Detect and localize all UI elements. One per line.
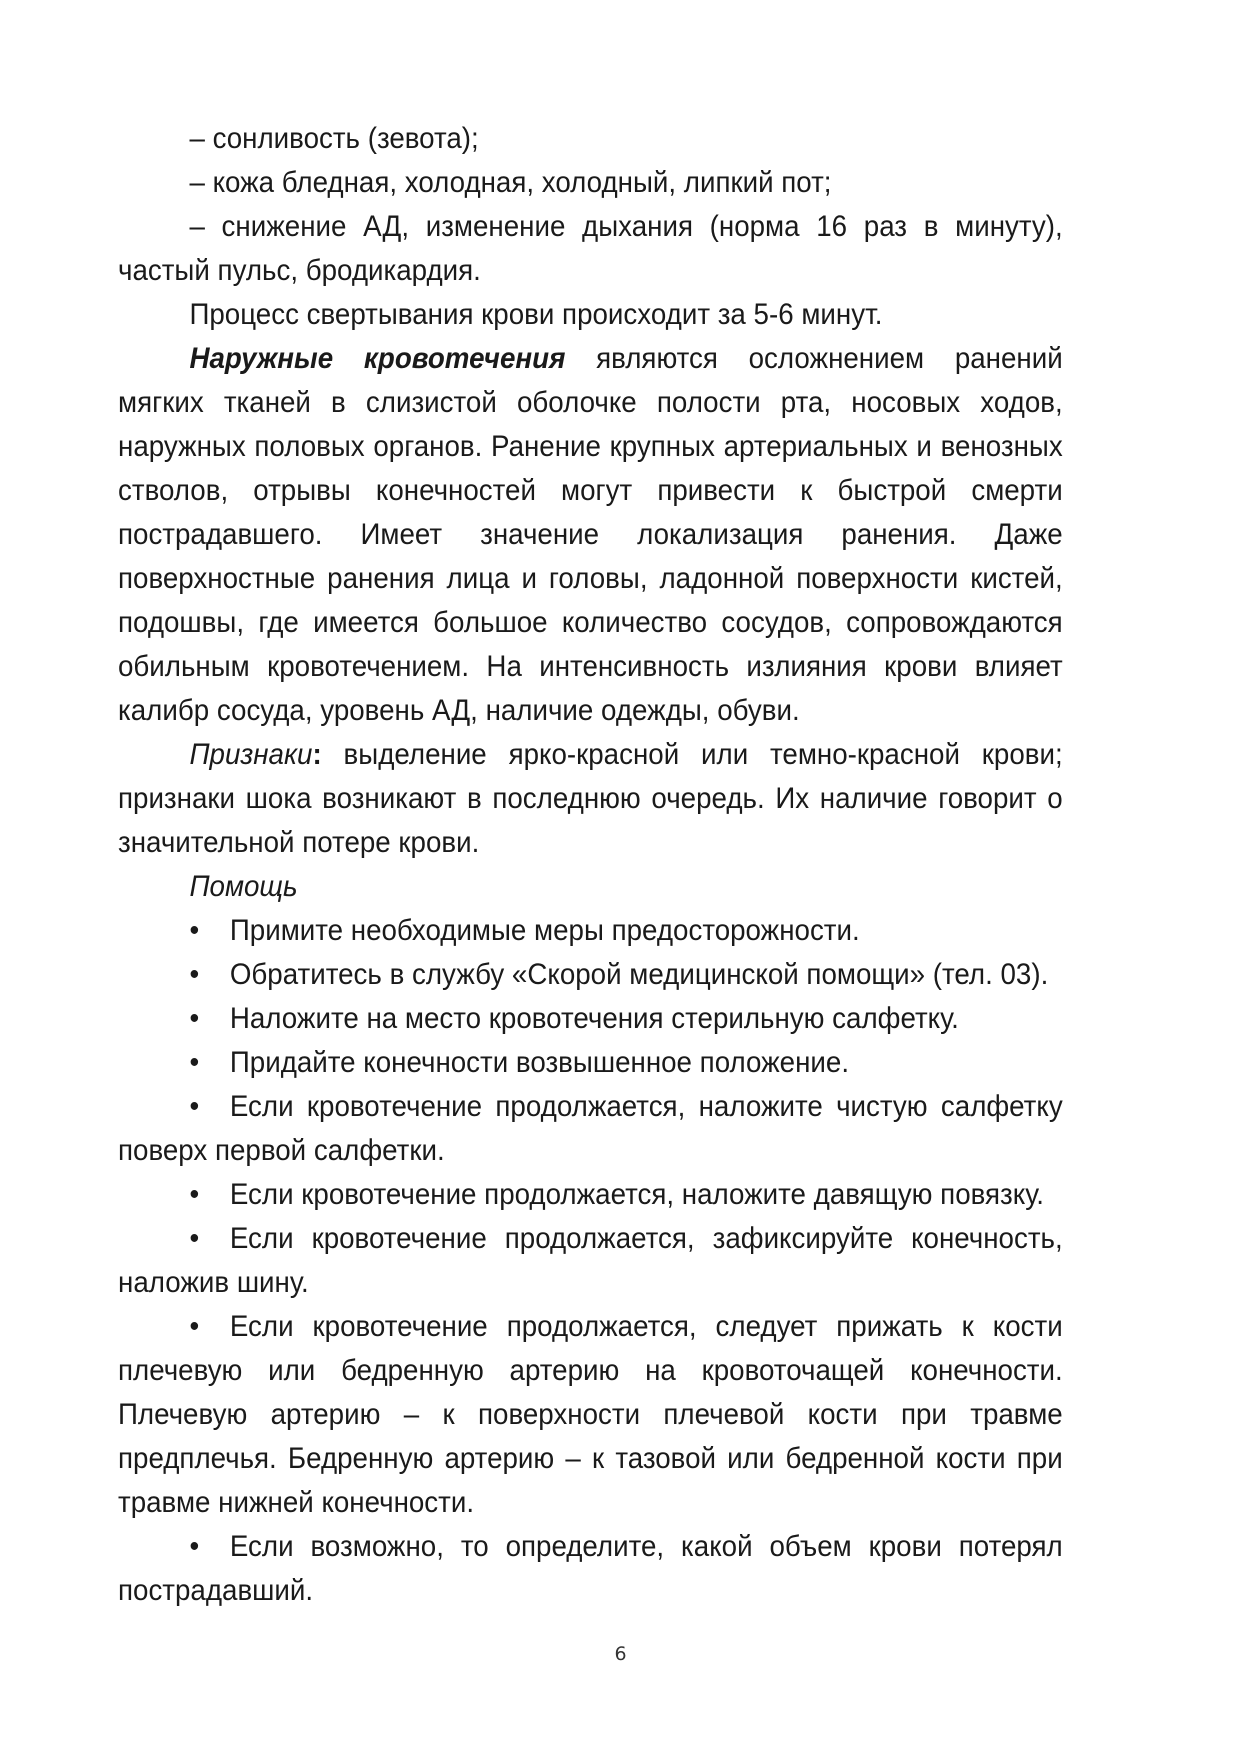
- list-item: [118, 997, 1063, 1041]
- signs-text: выделение ярко-красной или темно-красной крови; признаки шока возникают в последнюю очередь. Их наличие говорит о значительной потере крови.: [118, 738, 1063, 859]
- paragraph-signs: [118, 733, 1063, 865]
- bullet-icon: •: [189, 1178, 200, 1211]
- term-external-bleeding: Наружные кровотечения: [189, 342, 566, 375]
- paragraph-external-bleeding: [118, 337, 1063, 733]
- bullet-icon: •: [189, 1222, 200, 1255]
- paragraph-symptom-skin: – кожа бледная, холодная, холодный, липкий пот;: [189, 166, 832, 199]
- list-item-text: Обратитесь в службу «Скорой медицинской помощи» (тел. 03).: [229, 958, 1049, 991]
- help-heading-text: Помощь: [189, 870, 298, 903]
- help-heading: [118, 865, 1063, 909]
- list-item-text: Придайте конечности возвышенное положение.: [229, 1046, 850, 1079]
- bullet-icon: •: [189, 1046, 200, 1079]
- paragraph-symptom-drowsiness: – сонливость (зевота);: [189, 122, 479, 155]
- bullet-icon: •: [189, 914, 200, 947]
- list-item-text: Если кровотечение продолжается, зафиксируйте конечность, наложив шину.: [118, 1222, 1063, 1299]
- bullet-icon: •: [189, 958, 200, 991]
- page-body: [118, 117, 1063, 1613]
- list-item: [118, 1085, 1063, 1173]
- list-item: [118, 1041, 1063, 1085]
- list-item-text: Если кровотечение продолжается, наложите давящую повязку.: [229, 1178, 1045, 1211]
- list-item: [118, 1525, 1063, 1613]
- bullet-icon: •: [189, 1090, 200, 1123]
- paragraph-symptom-pressure: – снижение АД, изменение дыхания (норма 16 раз в минуту), частый пульс, бродикардия.: [118, 210, 1063, 287]
- bullet-icon: •: [189, 1530, 200, 1563]
- list-item: [118, 1173, 1063, 1217]
- bullet-icon: •: [189, 1002, 200, 1035]
- external-bleeding-text: являются осложнением ранений мягких тканей в слизистой оболочке полости рта, носовых ходов, наружных половых органов. Ранение крупных артериальных и венозных стволов, отрывы конечностей могут привести к быстрой смерти пострадавшего. Имеет значение локализация ранения. Даже поверхностные ранения лица и головы, ладонной поверхности кистей, подошвы, где имеется большое количество сосудов, сопровождаются обильным кровотечением. На интенсивность излияния крови влияет калибр сосуда, уровень АД, наличие одежды, обуви.: [118, 342, 1063, 727]
- list-item-text: Если кровотечение продолжается, наложите чистую салфетку поверх первой салфетки.: [118, 1090, 1063, 1167]
- list-item-text: Если кровотечение продолжается, следует прижать к кости плечевую или бедренную артерию на кровоточащей конечности. Плечевую артерию – к поверхности плечевой кости при травме предплечья. Бедренную артерию – к тазовой или бедренной кости при травме нижней конечности.: [118, 1310, 1063, 1519]
- list-item-text: Примите необходимые меры предосторожности.: [229, 914, 860, 947]
- list-item: [118, 909, 1063, 953]
- list-item: [118, 953, 1063, 997]
- list-item: [118, 1305, 1063, 1525]
- paragraph-coagulation: Процесс свертывания крови происходит за 5-6 минут.: [189, 298, 883, 331]
- list-item-text: Если возможно, то определите, какой объем крови потерял пострадавший.: [118, 1530, 1063, 1607]
- list-item-text: Наложите на место кровотечения стерильную салфетку.: [229, 1002, 959, 1035]
- page-number: 6: [614, 1643, 627, 1665]
- signs-colon: :: [312, 738, 322, 771]
- bullet-icon: •: [189, 1310, 200, 1343]
- list-item: [118, 1217, 1063, 1305]
- term-signs: Признаки: [189, 738, 313, 771]
